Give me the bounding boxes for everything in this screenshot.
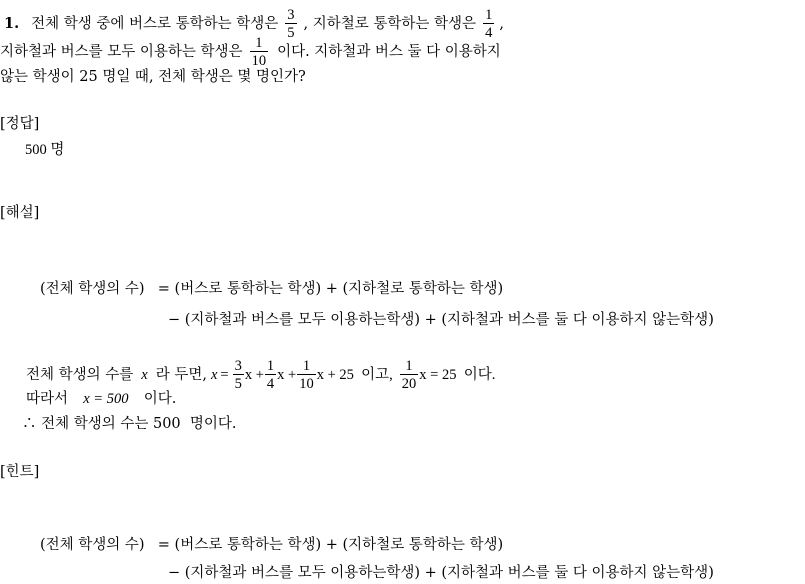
equation-lhs: (전체 학생의 수) xyxy=(40,281,145,297)
equation-rhs: = (버스로 통학하는 학생) + (지하철로 통학하는 학생) xyxy=(157,537,504,553)
problem-text: 이다. 지하철과 버스 둘 다 이용하지 xyxy=(277,43,501,60)
fraction: $\frac{1}{20}$ xyxy=(401,357,417,392)
problem-text: , 지하철로 통학하는 학생은 xyxy=(303,15,477,32)
solution-line-3: ∴ 전체 학생의 수는 500 명이다. xyxy=(22,416,237,432)
problem-number: 1. xyxy=(4,14,20,32)
answer-header: [정답] xyxy=(0,116,40,132)
fraction: $\frac{3}{5}$ xyxy=(234,357,242,392)
fraction: $\frac{1}{10}$ xyxy=(299,357,314,392)
fraction: $\frac{1}{4}$ xyxy=(266,357,275,392)
hint-equation-line-2: − (지하철과 버스를 모두 이용하는학생) + (지하철과 버스를 둘 다 이용하지 않는학생) xyxy=(168,565,714,581)
answer-value: 500 명 xyxy=(25,142,65,158)
problem-text: 지하철과 버스를 모두 이용하는 학생은 xyxy=(0,43,243,60)
fraction: $\frac{3}{5}$ xyxy=(287,6,295,41)
problem-line-2 xyxy=(0,33,501,71)
hint-header: [힌트] xyxy=(0,464,40,480)
fraction: $\frac{1}{4}$ xyxy=(485,6,493,41)
equation-line-2: − (지하철과 버스를 모두 이용하는학생) + (지하철과 버스를 둘 다 이용하지 않는학생) xyxy=(168,312,714,328)
problem-line-3: 않는 학생이 25 명일 때, 전체 학생은 몇 명인가? xyxy=(0,69,306,85)
fraction: $\frac{1}{10}$ xyxy=(251,34,267,69)
problem-text: 전체 학생 중에 버스로 통학하는 학생은 xyxy=(31,15,279,32)
equation-line-1 xyxy=(40,282,503,297)
equation-rhs: = (버스로 통학하는 학생) + (지하철로 통학하는 학생) xyxy=(157,281,504,297)
solution-line-2: 따라서 x = 500 이다. xyxy=(26,391,177,407)
equation-lhs: (전체 학생의 수) xyxy=(40,537,145,553)
hint-equation-line-1 xyxy=(40,538,503,553)
problem-text: , xyxy=(499,15,504,32)
explanation-header: [해설] xyxy=(0,205,40,221)
solution-line-1: 전체 학생의 수를 x 라 두면, x = $\frac{3}{5}$ x + $\frac{1}{4}$ x + $\frac{1}{10}$ x + 25 이고, $\frac{1}{20}$ x = 25 이다. xyxy=(26,357,496,392)
